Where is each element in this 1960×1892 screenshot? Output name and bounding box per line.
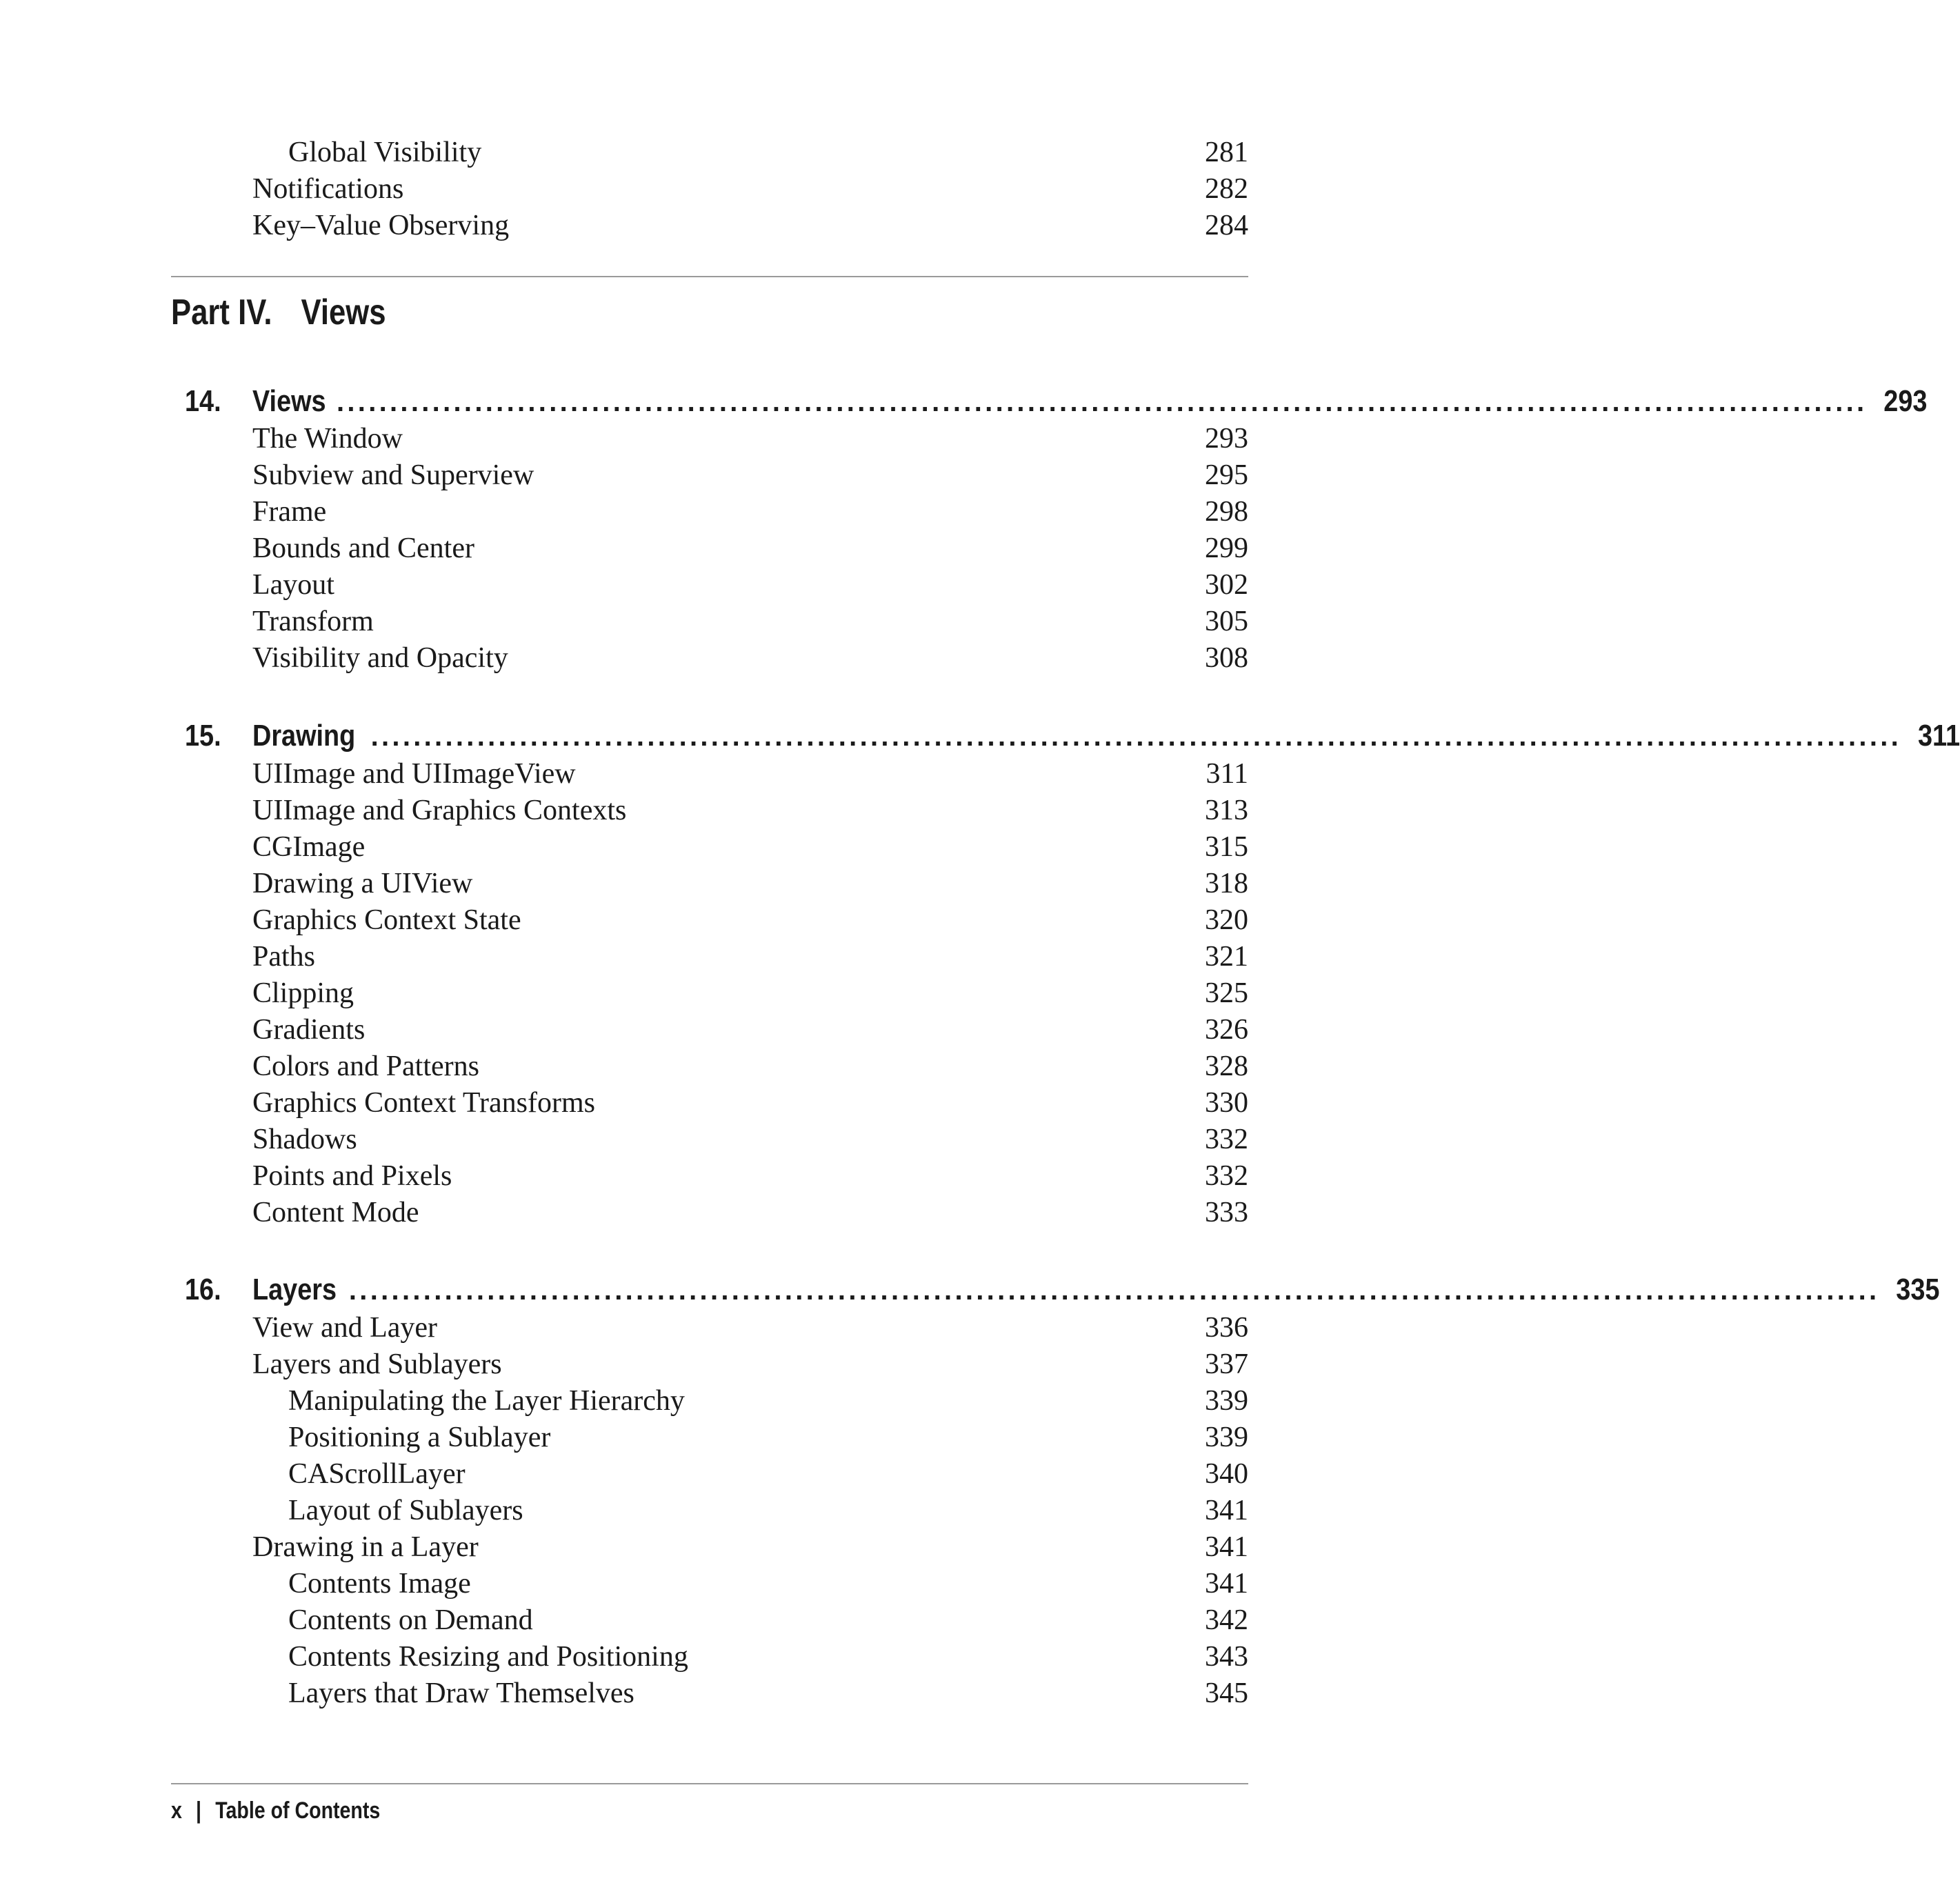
toc-entry-title: Transform <box>252 606 374 637</box>
toc-entry[interactable] <box>171 866 1248 902</box>
toc-entry-page: 284 <box>1205 210 1248 241</box>
toc-entry[interactable] <box>171 567 1248 604</box>
toc-entry[interactable] <box>171 1310 1248 1346</box>
dot-leader: ................................................................................................................................................ <box>336 387 1868 417</box>
chapter-heading[interactable] <box>171 379 1928 424</box>
toc-entry-page: 308 <box>1205 642 1248 674</box>
toc-entry-page: 337 <box>1205 1348 1248 1380</box>
toc-entry-title: Key–Value Observing <box>252 210 510 241</box>
toc-entry[interactable] <box>171 494 1248 530</box>
toc-entry-title: Contents Resizing and Positioning <box>288 1641 688 1673</box>
toc-entry-page: 345 <box>1205 1677 1248 1709</box>
footer-divider <box>171 1783 1248 1784</box>
dot-leader: ................................................................................................................................................ <box>348 1275 1880 1306</box>
chapter-number: 16. <box>185 1273 221 1306</box>
toc-entry-title: Clipping <box>252 977 354 1009</box>
toc-entry-title: Graphics Context Transforms <box>252 1087 595 1119</box>
toc-entry-page: 305 <box>1205 606 1248 637</box>
toc-entry[interactable] <box>171 1195 1248 1231</box>
toc-entry-title: Frame <box>252 496 327 528</box>
toc-entry-page: 293 <box>1205 423 1248 455</box>
toc-entry[interactable] <box>171 1048 1248 1085</box>
toc-entry-page: 299 <box>1205 532 1248 564</box>
toc-entry-page: 282 <box>1205 173 1248 205</box>
toc-entry-page: 330 <box>1205 1087 1248 1119</box>
toc-entry-title: The Window <box>252 423 403 455</box>
page-footer <box>171 1793 380 1828</box>
toc-entry-page: 326 <box>1205 1014 1248 1046</box>
toc-entry-page: 339 <box>1205 1385 1248 1417</box>
toc-entry-title: Drawing a UIView <box>252 868 473 899</box>
toc-entry-title: Subview and Superview <box>252 459 534 491</box>
toc-entry-title: Visibility and Opacity <box>252 642 508 674</box>
toc-entry-title: Gradients <box>252 1014 366 1046</box>
chapter-page: 293 <box>1883 384 1928 418</box>
chapter-heading[interactable] <box>171 714 1960 758</box>
toc-entry-title: CAScrollLayer <box>288 1458 466 1490</box>
toc-entry-title: Layout of Sublayers <box>288 1495 523 1526</box>
chapter-number: 15. <box>185 719 221 753</box>
toc-entry-title: Content Mode <box>252 1197 419 1228</box>
toc-entry[interactable] <box>171 1493 1248 1529</box>
toc-entry-title: Bounds and Center <box>252 532 474 564</box>
chapter-title: Drawing <box>252 719 356 753</box>
toc-entry[interactable] <box>171 1602 1248 1639</box>
toc-entry-title: Notifications <box>252 173 404 205</box>
toc-entry-title: Manipulating the Layer Hierarchy <box>288 1385 685 1417</box>
toc-entry[interactable] <box>171 1158 1248 1195</box>
toc-entry-title: UIImage and UIImageView <box>252 758 576 790</box>
toc-entry-title: Contents Image <box>288 1568 471 1600</box>
chapter-page: 335 <box>1896 1273 1940 1306</box>
toc-entry-page: 342 <box>1205 1604 1248 1636</box>
toc-entry[interactable] <box>171 1122 1248 1158</box>
footer-page-label: x <box>171 1798 182 1824</box>
toc-entry[interactable] <box>171 530 1248 567</box>
toc-entry-page: 318 <box>1205 868 1248 899</box>
toc-entry[interactable] <box>171 829 1248 866</box>
toc-entry[interactable] <box>171 135 1248 171</box>
toc-entry[interactable] <box>171 421 1248 457</box>
chapter-number: 14. <box>185 384 221 418</box>
toc-entry-title: Layers that Draw Themselves <box>288 1677 634 1709</box>
dot-leader: ................................................................................................................................................ <box>370 721 1902 752</box>
toc-entry-page: 340 <box>1205 1458 1248 1490</box>
toc-entry[interactable] <box>171 1675 1248 1712</box>
chapter-title: Views <box>252 384 326 418</box>
toc-entry[interactable] <box>171 604 1248 640</box>
toc-entry-page: 325 <box>1205 977 1248 1009</box>
toc-entry[interactable] <box>171 756 1248 793</box>
toc-entry-title: Layers and Sublayers <box>252 1348 502 1380</box>
toc-entry-page: 328 <box>1205 1050 1248 1082</box>
toc-entry-page: 341 <box>1205 1531 1248 1563</box>
toc-entry-page: 332 <box>1205 1160 1248 1192</box>
toc-entry-title: Contents on Demand <box>288 1604 533 1636</box>
part-title: Views <box>301 292 386 332</box>
toc-entry[interactable] <box>171 1383 1248 1420</box>
toc-entry-title: Drawing in a Layer <box>252 1531 479 1563</box>
toc-entry-page: 341 <box>1205 1495 1248 1526</box>
toc-entry[interactable] <box>171 1420 1248 1456</box>
toc-entry-title: Points and Pixels <box>252 1160 452 1192</box>
toc-entry-page: 321 <box>1205 941 1248 973</box>
toc-entry[interactable] <box>171 1456 1248 1493</box>
toc-entry-page: 336 <box>1205 1312 1248 1344</box>
toc-entry-page: 333 <box>1205 1197 1248 1228</box>
toc-entry[interactable] <box>171 1529 1248 1566</box>
toc-entry[interactable] <box>171 793 1248 829</box>
toc-entry-title: Colors and Patterns <box>252 1050 479 1082</box>
toc-entry[interactable] <box>171 171 1248 208</box>
toc-entry-title: Global Visibility <box>288 137 482 168</box>
toc-entry-title: Positioning a Sublayer <box>288 1422 551 1453</box>
toc-entry[interactable] <box>171 1639 1248 1675</box>
part-divider <box>171 276 1248 277</box>
toc-entry-page: 295 <box>1205 459 1248 491</box>
toc-entry-page: 313 <box>1205 795 1248 826</box>
toc-entry-page: 341 <box>1205 1568 1248 1600</box>
chapter-page: 311 <box>1918 719 1960 753</box>
toc-entry[interactable] <box>171 939 1248 975</box>
toc-entry-title: Paths <box>252 941 316 973</box>
toc-entry-title: CGImage <box>252 831 366 863</box>
toc-entry[interactable] <box>171 1566 1248 1602</box>
toc-entry-title: UIImage and Graphics Contexts <box>252 795 627 826</box>
toc-entry-page: 343 <box>1205 1641 1248 1673</box>
toc-entry-title: Graphics Context State <box>252 904 521 936</box>
toc-entry-page: 339 <box>1205 1422 1248 1453</box>
toc-entry-page: 311 <box>1206 758 1248 790</box>
toc-entry-page: 281 <box>1205 137 1248 168</box>
toc-entry[interactable] <box>171 975 1248 1012</box>
toc-entry-title: View and Layer <box>252 1312 438 1344</box>
toc-entry[interactable] <box>171 640 1248 677</box>
toc-entry-title: Layout <box>252 569 334 601</box>
footer-section-title: Table of Contents <box>215 1798 381 1824</box>
toc-entry[interactable] <box>171 1085 1248 1122</box>
part-heading <box>171 288 386 337</box>
toc-entry[interactable] <box>171 1012 1248 1048</box>
toc-entry-page: 320 <box>1205 904 1248 936</box>
chapter-title: Layers <box>252 1273 337 1306</box>
toc-entry[interactable] <box>171 208 1248 244</box>
toc-entry[interactable] <box>171 457 1248 494</box>
toc-entry-title: Shadows <box>252 1124 357 1155</box>
part-label: Part IV. <box>171 292 272 332</box>
toc-entry-page: 298 <box>1205 496 1248 528</box>
toc-entry[interactable] <box>171 902 1248 939</box>
toc-entry-page: 332 <box>1205 1124 1248 1155</box>
toc-entry-page: 315 <box>1205 831 1248 863</box>
footer-separator: | <box>196 1798 202 1824</box>
toc-entry-page: 302 <box>1205 569 1248 601</box>
toc-entry[interactable] <box>171 1346 1248 1383</box>
chapter-heading[interactable] <box>171 1268 1940 1312</box>
